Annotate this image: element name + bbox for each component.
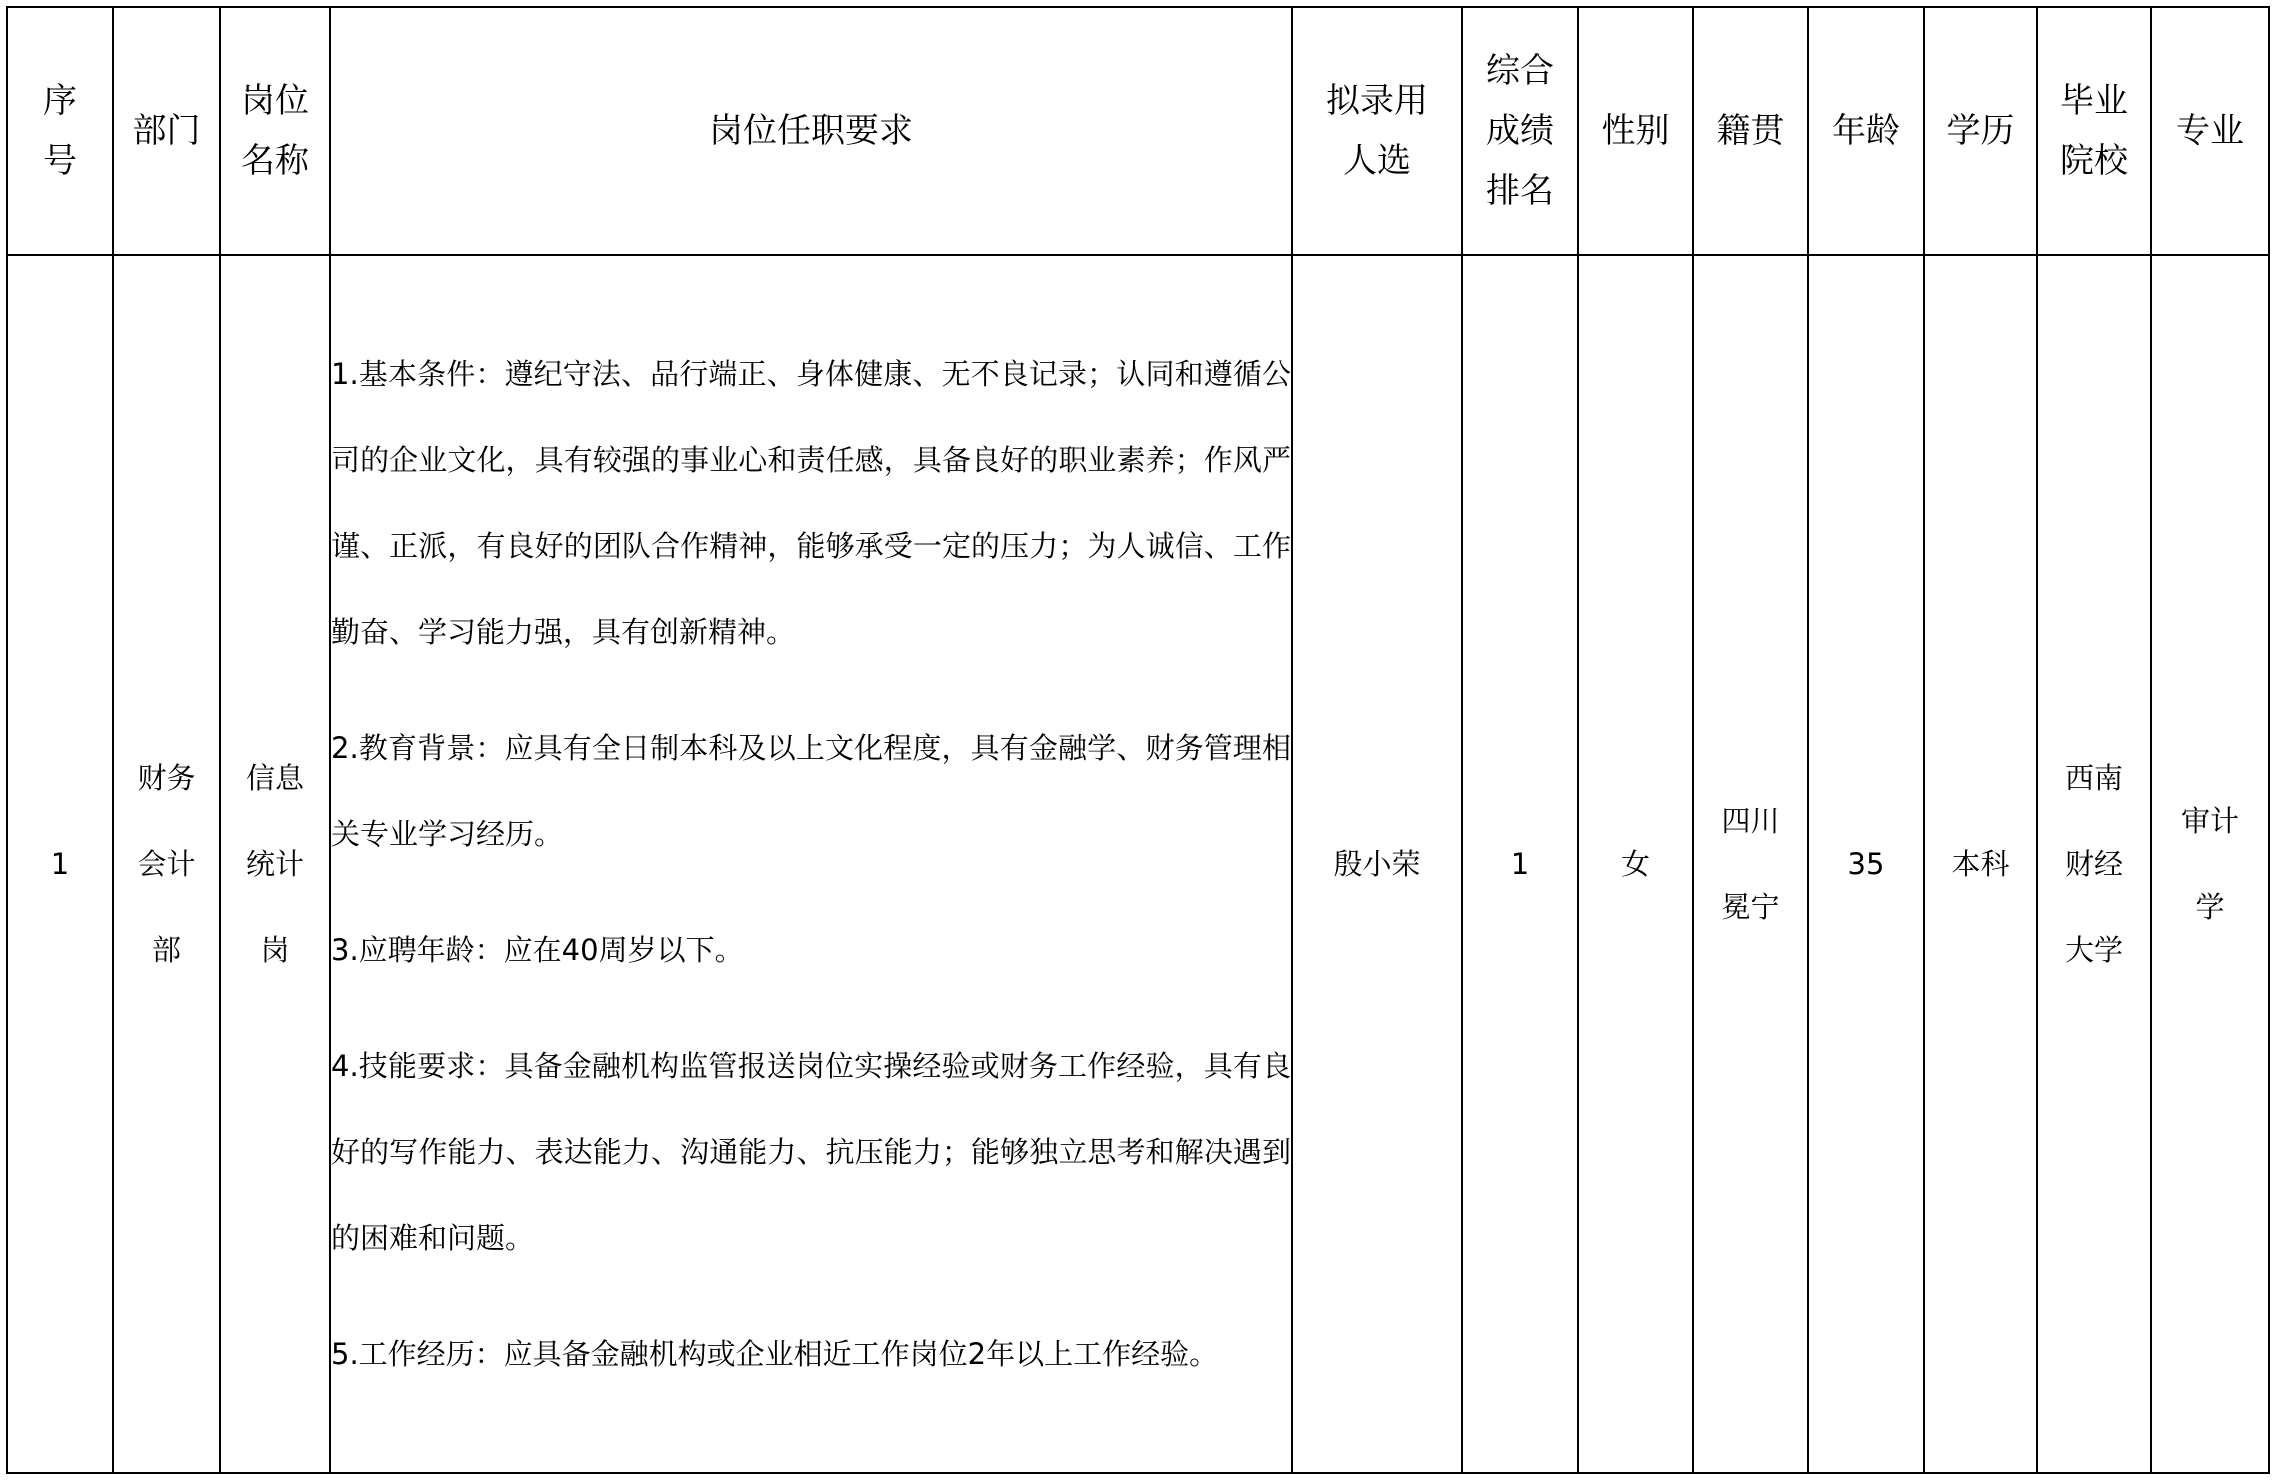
header-major — [2151, 7, 2269, 255]
header-index — [7, 7, 113, 255]
cell-rank: 1 — [1462, 255, 1578, 1473]
header-candidate-line: 拟录用 — [1326, 81, 1428, 121]
header-origin — [1693, 7, 1808, 255]
cell-position — [220, 255, 330, 1473]
cell-origin-line: 四川 — [1721, 804, 1780, 838]
header-index-line: 序 — [43, 81, 77, 121]
cell-age: 35 — [1808, 255, 1924, 1473]
cell-department — [113, 255, 220, 1473]
requirement-item: 1.基本条件：遵纪守法、品行端正、身体健康、无不良记录；认同和遵循公司的企业文化，具有较强的事业心和责任感，具备良好的职业素养；作风严谨、正派，有良好的团队合作精神，能够承受一定的压力；为人诚信、工作勤奋、学习能力强，具有创新精神。 — [331, 357, 1291, 649]
cell-index: 1 — [7, 255, 113, 1473]
header-rank-line: 成绩 — [1486, 111, 1554, 151]
cell-gender: 女 — [1578, 255, 1693, 1473]
header-gender — [1578, 7, 1693, 255]
recruitment-table — [6, 6, 2270, 1474]
header-major-line: 专业 — [2176, 111, 2244, 151]
cell-school-line: 财经 — [2064, 847, 2123, 881]
header-age-line: 年龄 — [1832, 111, 1900, 151]
cell-position-line: 岗 — [260, 933, 290, 967]
header-origin-line: 籍贯 — [1716, 111, 1785, 151]
cell-major-line: 审计 — [2180, 804, 2239, 838]
cell-major — [2151, 255, 2269, 1473]
header-school-line: 毕业 — [2060, 81, 2128, 121]
header-row — [7, 7, 2269, 255]
header-requirements — [330, 7, 1292, 255]
cell-school-line: 大学 — [2064, 933, 2123, 967]
header-rank-line: 排名 — [1486, 171, 1554, 211]
header-position-line: 岗位 — [241, 81, 309, 121]
cell-candidate: 殷小荣 — [1292, 255, 1462, 1473]
cell-school — [2037, 255, 2151, 1473]
header-department-line: 部门 — [132, 111, 201, 151]
cell-department-line: 会计 — [137, 847, 196, 881]
header-position — [220, 7, 330, 255]
header-index-line: 号 — [43, 141, 77, 181]
header-education — [1924, 7, 2037, 255]
requirement-item: 4.技能要求：具备金融机构监管报送岗位实操经验或财务工作经验，具有良好的写作能力、表达能力、沟通能力、抗压能力；能够独立思考和解决遇到的困难和问题。 — [331, 1049, 1291, 1255]
cell-position-line: 信息 — [245, 761, 304, 795]
requirement-item: 5.工作经历：应具备金融机构或企业相近工作岗位2年以上工作经验。 — [331, 1337, 1219, 1371]
header-department — [113, 7, 220, 255]
cell-major-line: 学 — [2195, 890, 2225, 924]
cell-department-line: 部 — [151, 933, 181, 967]
header-education-line: 学历 — [1946, 111, 2015, 151]
cell-position-line: 统计 — [245, 847, 304, 881]
header-age — [1808, 7, 1924, 255]
header-candidate-line: 人选 — [1343, 141, 1411, 181]
requirement-item: 3.应聘年龄：应在40周岁以下。 — [331, 933, 744, 967]
cell-origin-line: 冕宁 — [1721, 890, 1780, 924]
cell-school-line: 西南 — [2064, 761, 2123, 795]
cell-origin — [1693, 255, 1808, 1473]
header-rank-line: 综合 — [1486, 51, 1554, 91]
requirement-item: 2.教育背景：应具有全日制本科及以上文化程度，具有金融学、财务管理相关专业学习经历。 — [331, 731, 1291, 851]
header-school-line: 院校 — [2060, 141, 2128, 181]
header-school — [2037, 7, 2151, 255]
header-rank — [1462, 7, 1578, 255]
cell-requirements — [330, 255, 1292, 1473]
cell-education: 本科 — [1924, 255, 2037, 1473]
table-row — [7, 255, 2269, 1473]
header-position-line: 名称 — [241, 141, 309, 181]
cell-department-line: 财务 — [137, 761, 196, 795]
header-candidate — [1292, 7, 1462, 255]
header-gender-line: 性别 — [1601, 111, 1670, 151]
header-requirements-line: 岗位任职要求 — [709, 111, 913, 151]
